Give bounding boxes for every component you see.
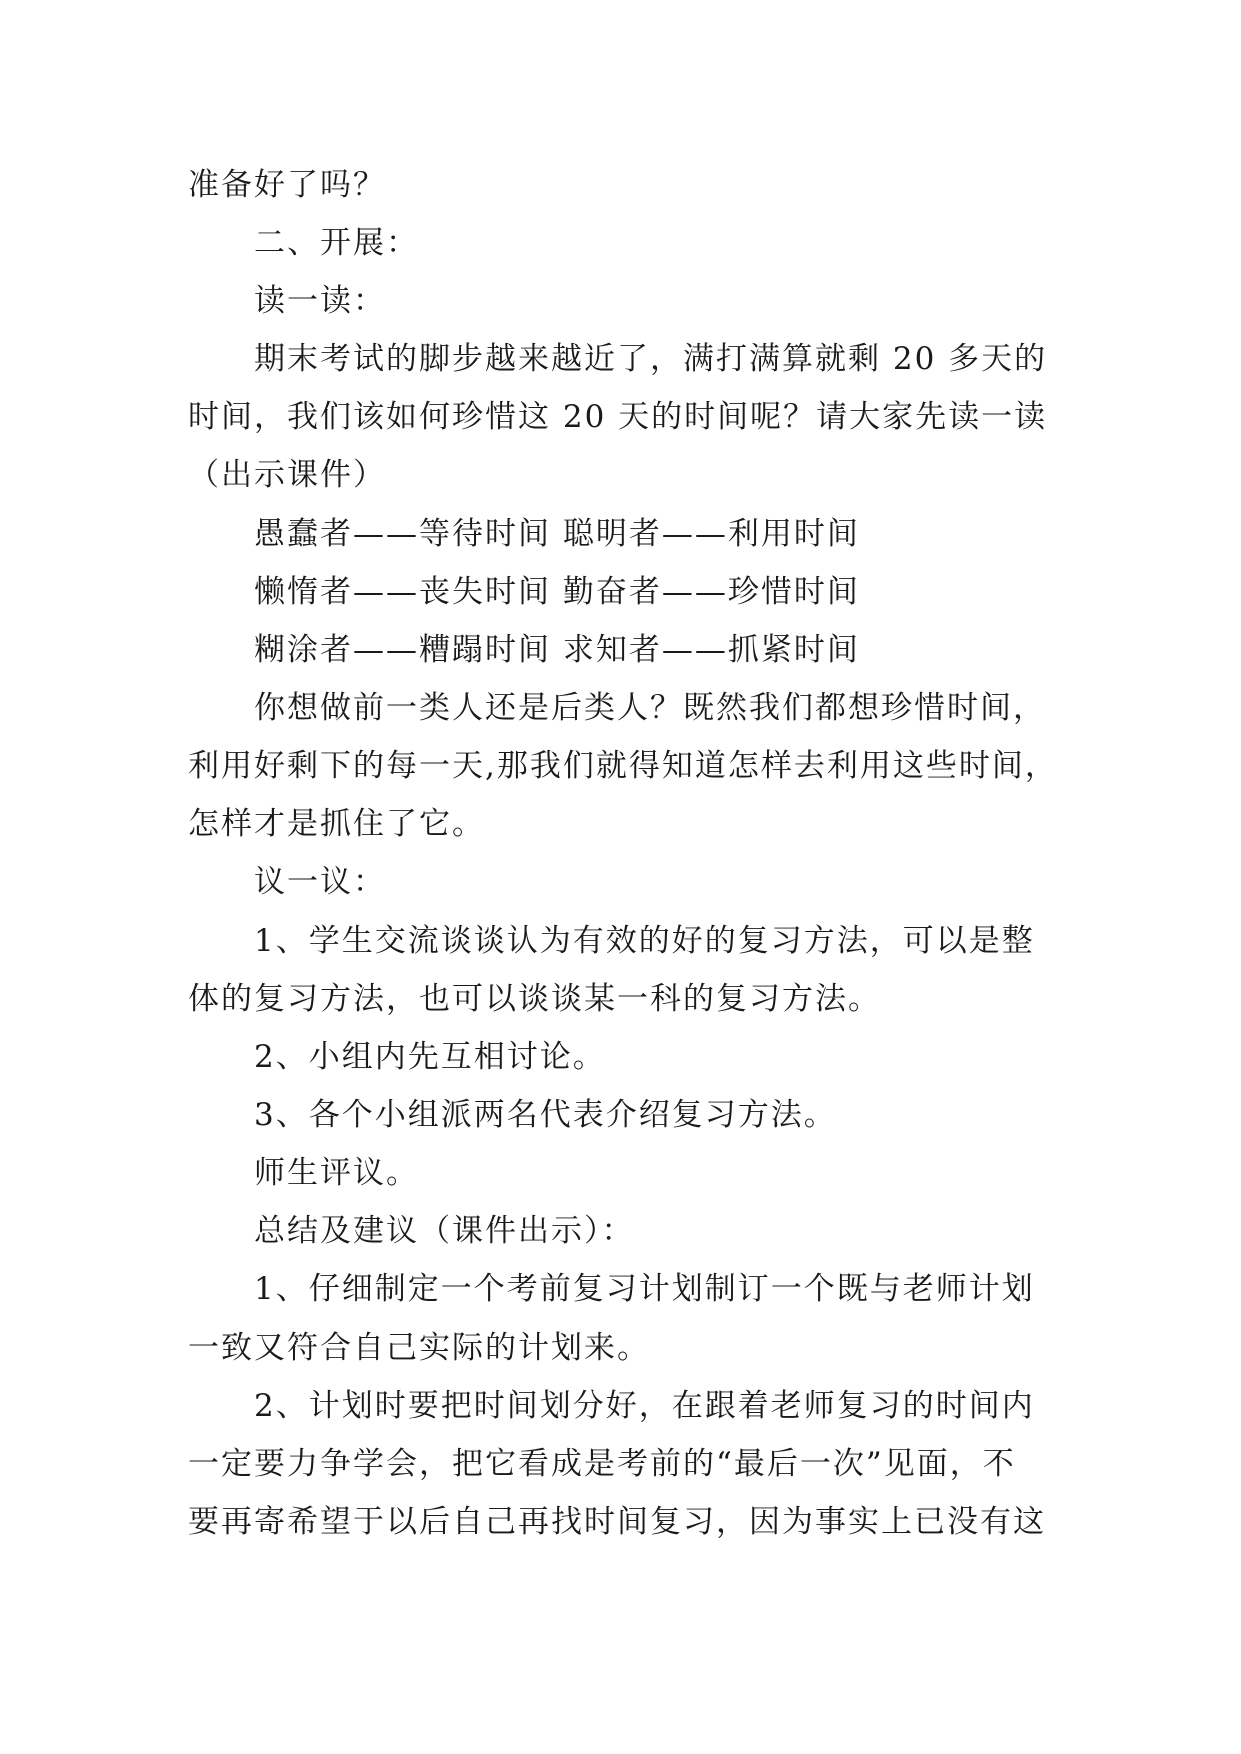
comparison-line: 愚蠢者——等待时间 聪明者——利用时间 <box>254 516 860 552</box>
text-line: 时间，我们该如何珍惜这 20 天的时间呢？请大家先读一读 <box>188 399 1048 435</box>
text-line: 体的复习方法，也可以谈谈某一科的复习方法。 <box>188 981 881 1017</box>
comparison-line: 糊涂者——糟蹋时间 求知者——抓紧时间 <box>254 632 860 668</box>
list-item: 2、小组内先互相讨论。 <box>254 1039 606 1075</box>
text-line: 利用好剩下的每一天,那我们就得知道怎样去利用这些时间， <box>188 748 1058 784</box>
list-item: 3、各个小组派两名代表介绍复习方法。 <box>254 1097 837 1133</box>
list-item: 1、仔细制定一个考前复习计划制订一个既与老师计划 <box>254 1271 1035 1307</box>
text-line: 要再寄希望于以后自己再找时间复习，因为事实上已没有这 <box>188 1504 1046 1540</box>
list-item: 2、计划时要把时间划分好，在跟着老师复习的时间内 <box>254 1388 1035 1424</box>
text-line: 师生评议。 <box>254 1155 419 1191</box>
subheading-summary: 总结及建议（课件出示）： <box>254 1213 635 1249</box>
text-line: 怎样才是抓住了它。 <box>188 806 485 842</box>
text-line: 准备好了吗？ <box>188 167 386 203</box>
subheading-discuss: 议一议： <box>254 864 386 900</box>
text-line: 一定要力争学会，把它看成是考前的“最后一次”见面，不 <box>188 1446 1016 1482</box>
subheading-read: 读一读： <box>254 283 386 319</box>
section-heading-development: 二、开展： <box>254 225 419 261</box>
text-line: 你想做前一类人还是后类人？既然我们都想珍惜时间， <box>254 690 1046 726</box>
list-item: 1、学生交流谈谈认为有效的好的复习方法，可以是整 <box>254 923 1035 959</box>
text-line: 期末考试的脚步越来越近了，满打满算就剩 20 多天的 <box>254 341 1048 377</box>
text-line: 一致又符合自己实际的计划来。 <box>188 1330 650 1366</box>
comparison-line: 懒惰者——丧失时间 勤奋者——珍惜时间 <box>254 574 860 610</box>
text-line: （出示课件） <box>188 457 386 493</box>
